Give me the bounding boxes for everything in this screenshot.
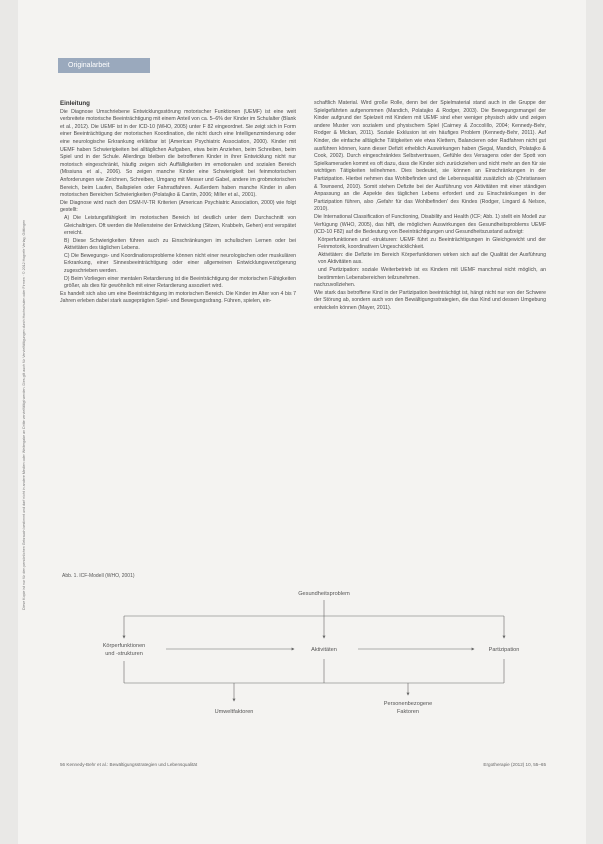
node-health-condition: Gesundheitsproblem — [298, 591, 350, 597]
closing-paragraph: Es handelt sich also um eine Beeinträchtigung im motorischen Bereich. Die Kinder im Alter von 4 bis 7 Jahren erleben dabei stark ausgeprägten Spiel- und Bewegungsdrang. Führen, spielen, ein- — [60, 290, 296, 305]
paragraph: Wie stark das betroffene Kind in der Partizipation beeinträchtigt ist, hängt nicht nur von der Schwere der Störung ab, sondern auch von den Bewältigungsstrategien, die das Kind und dessen Umgebung entwickeln können (Mayer, 2011). — [314, 289, 546, 312]
bullet-item: Aktivitäten: die Defizite im Bereich Körperfunktionen wirken sich auf die Qualität der Ausführung von Aktivitäten aus. — [318, 251, 546, 266]
figure-caption: Abb. 1. ICF-Modell (WHO, 2001) — [62, 573, 135, 579]
node-personal-factors-line2: Faktoren — [396, 709, 420, 715]
criteria-list — [60, 215, 296, 291]
intro-paragraph: Die Diagnose Umschriebene Entwicklungsstörung motorischer Funktionen (UEMF) ist eine weit verbreitete motorische Beeinträchtigung mit einem Anteil von ca. 5–6% der Kinder im Schulalter (Blank et al., 2012). Die UEMF ist in der ICD-10 (WHO, 2005) unter F 82 eingeordnet. Sie zeigt sich in Form einer Beeinträchtigung der motorischen Koordination, die nicht durch eine Intelligenzminderung oder eine neurologische Erkrankung erklärbar ist (American Psychiatric Association, 2000). Kinder mit UEMF haben Schwierigkeiten bei alltäglichen Aufgaben, etwa beim Anziehen, beim Schreiben, beim Spiel und in der Schule. Allerdings bleiben die betroffenen Kinder in ihrer Entwicklung nicht nur motorisch eingeschränkt, häufig zeigen sich Auffälligkeiten im emotionalen und sozialen Bereich (Missiuna et al., 2006). So zeigen manche Kinder eine Schwierigkeit bei feinmotorischen Anforderungen wie Zeichnen, Schreiben, Umgang mit Messer und Gabel, andere im grobmotorischen Bereich, beim Laufen, Ballspielen oder Fahrradfahren. Außerdem haben manche Kinder in allen motorischen Bereichen Schwierigkeiten (Polatajko & Cantin, 2006; Miller et al., 2001). — [60, 108, 296, 199]
criteria-item: D) Beim Vorliegen einer mentalen Retardierung ist die Beeinträchtigung der motorischen Fähigkeiten größer, als dies für gewöhnlich mit einer Retardierung assoziiert wird. — [64, 275, 296, 290]
paragraph: nachzuvollziehen. — [314, 282, 356, 289]
icf-diagram — [58, 583, 548, 733]
section-tag: Originalarbeit — [58, 58, 150, 73]
node-activities: Aktivitäten — [311, 647, 337, 653]
footer-right: Ergotherapie (2012) 10, 55–65 — [483, 762, 546, 767]
bullet-item: und Partizipation: soziale Weiterbetrieb ist es Kindern mit UEMF manchmal nicht möglich, an bestimmten Lebensbereichen teilzunehmen. — [318, 267, 546, 281]
section-heading: Einleitung — [60, 100, 90, 107]
node-body-functions-line2: und -strukturen — [105, 651, 143, 657]
paragraph: schaftlich Material. Wird große Rolle, denn bei der Spielmaterial stand auch in die Gruppe der Spielgefährten aufgenommen (Mandich, Polatajko & Rodger, 2003). Die Bewegungsmangel der Kinder aufgrund der Spielzeit mit Kindern mit UEMF sind eher weniger physisch aktiv und zeigen andere Muster von sozialem und physischem Spiel (Cairney & Zoccolillo, 2004; Kennedy-Behr, Rodger & Mickan, 2011). Soziale Exklusion ist ein häufiges Problem (Kennedy-Behr, 2011). Auf Kinder, die einfache alltägliche Tätigkeiten wie etwa Klettern, Balancieren oder Radfahren nicht gut ausführen können, kann dieser Defizit erheblich Auswirkungen haben (Segal, Mandich, Polatajko & Cook, 2002). Durch eingeschränktes Selbstvertrauen, Gefühle des Versagens oder der Spott von Spielkameraden kommt es oft dazu, dass die Kinder sich zurückziehen und nicht mehr an den für sie wichtigen Tätigkeiten teilnehmen. Dies bedeutet, sie können an Einschränkungen in der Partizipation. Hierbei nehmen das Wohlbefinden und die Lebensqualität zusätzlich ab (Christiansen & Townsend, 2010). Somit stehen Defizite bei der Ausführung von Aktivitäten mit einer ständigen Anpassung an die Aspekte des täglichen Lebens erfordert und zu Einschränkungen in der Partizipation führen, also ‚Gefahr für das Wohlbefinden' des Kindes (Rodger, Lingard & Nelson, 2010). — [314, 100, 546, 213]
node-environmental-factors: Umweltfaktoren — [214, 709, 254, 715]
node-body-functions-line1: Körperfunktionen — [102, 643, 146, 649]
criteria-item: C) Die Bewegungs- und Koordinationsprobleme können nicht einer neurologischen oder muskulären Erkrankung, einer Sinnesbeeinträchtigung oder einer allgemeinen Entwicklungsverzögerung zugeschrieben werden. — [64, 252, 296, 275]
icf-bullet-list — [314, 237, 546, 283]
footer-left: 56 Kennedy-Behr et al.: Bewältigungsstrategien und Lebensqualität — [60, 762, 198, 767]
bullet-item: Körperfunktionen und -strukturen: UEMF führt zu Beeinträchtigungen in Gleichgewicht und der Feinmotorik, koordinativen Ungeschicklichkeit. — [318, 236, 546, 251]
left-column — [60, 100, 296, 306]
paragraph: Die International Classification of Functioning, Disability and Health (ICF; Abb. 1) stellt ein Modell zur Verfügung (WHO, 2005), das hilft, die möglichen Auswirkungen des Gesundheitsproblems UEMF (ICD-10 F82) auf die Bedeutung von Beeinträchtigungen und Gesundheitszustand aufzeigt: — [314, 213, 546, 236]
copyright-side-note — [22, 70, 34, 610]
criteria-item: A) Die Leistungsfähigkeit im motorischen Bereich ist deutlich unter dem Durchschnitt von Gleichaltrigen. Oft werden die Meilensteine der Entwicklung (Sitzen, Krabbeln, Gehen) erst verspätet erreicht. — [64, 214, 296, 237]
journal-page — [18, 0, 586, 844]
node-participation: Partizipation — [488, 647, 520, 653]
node-personal-factors-line1: Personenbezogene — [383, 701, 433, 707]
right-column — [314, 100, 546, 313]
side-note-text: Diese Kopie ist nur für den persönlichen Gebrauch bestimmt und darf nicht in andere Medien oder Weitergabe an Dritte vervielfältigt werden. Dies gilt auch für Vervielfältigungen durch Hochschulen oder Firmen · © 2012 Hogrefe Verlag, Göttingen — [22, 219, 26, 610]
criteria-intro: Die Diagnose wird nach den DSM-IV-TR Kriterien (American Psychiatric Association, 2000) wie folgt gestellt: — [60, 199, 296, 214]
criteria-item: B) Diese Schwierigkeiten führen auch zu Einschränkungen im schulischen Lernen oder bei Aktivitäten des täglichen Lebens. — [64, 237, 296, 252]
